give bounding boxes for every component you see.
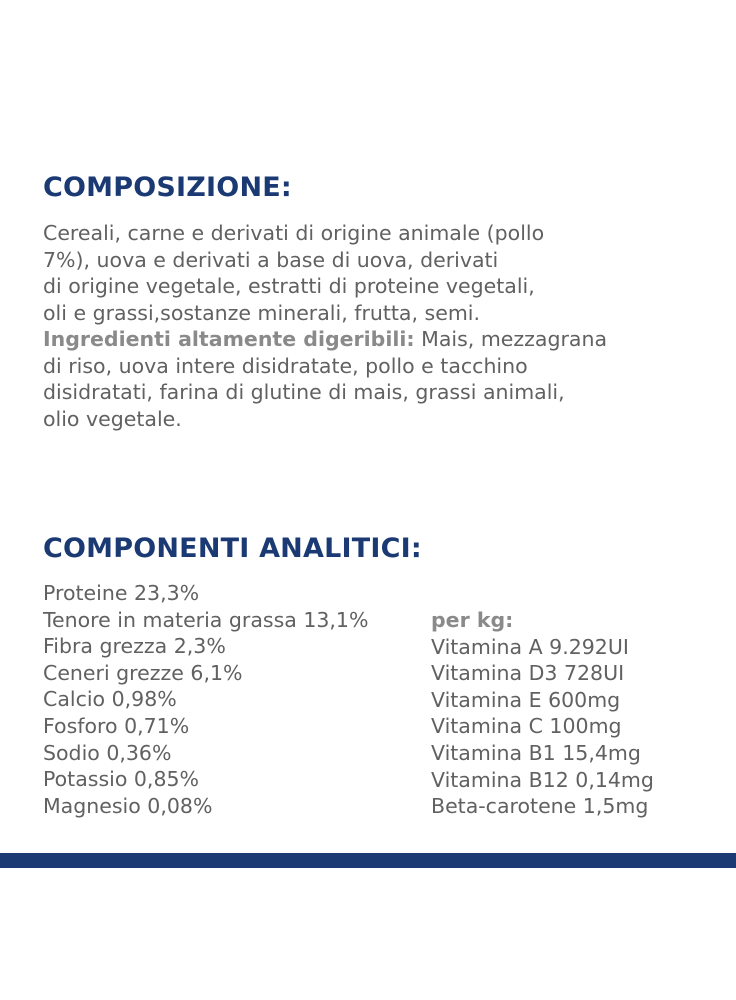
digestible-line: disidratati, farina di glutine di mais, grassi animali, xyxy=(43,380,565,404)
vitamins-per-kg-list xyxy=(431,607,654,820)
per-kg-label: per kg: xyxy=(431,608,514,632)
vitamin-item: Vitamina B1 15,4mg xyxy=(431,740,641,765)
analytic-item: Ceneri grezze 6,1% xyxy=(43,660,243,685)
vitamin-item: Vitamina B12 0,14mg xyxy=(431,767,654,792)
composition-text xyxy=(43,220,703,432)
footer-bar xyxy=(0,853,736,868)
vitamin-item: Vitamina C 100mg xyxy=(431,714,622,739)
vitamin-item: Vitamina E 600mg xyxy=(431,687,621,712)
vitamin-item: Vitamina D3 728UI xyxy=(431,661,625,686)
analytic-item: Tenore in materia grassa 13,1% xyxy=(43,607,369,632)
digestible-line xyxy=(43,326,703,353)
analytic-components-list xyxy=(43,580,368,819)
digestible-ingredients-text: Mais, mezzagrana xyxy=(414,327,608,351)
composition-line: 7%), uova e derivati a base di uova, derivati xyxy=(43,247,499,272)
vitamin-item: Beta-carotene 1,5mg xyxy=(431,794,649,819)
composition-line: Cereali, carne e derivati di origine animale (pollo xyxy=(43,221,545,245)
composition-line: di origine vegetale, estratti di proteine vegetali, xyxy=(43,274,535,298)
analytic-item: Potassio 0,85% xyxy=(43,767,200,792)
analytic-item: Calcio 0,98% xyxy=(43,687,177,712)
analytic-item: Fibra grezza 2,3% xyxy=(43,634,226,659)
composition-heading: COMPOSIZIONE: xyxy=(43,172,292,203)
digestible-line: olio vegetale. xyxy=(43,406,182,431)
digestible-ingredients-label: Ingredienti altamente digeribili: xyxy=(43,327,415,351)
analytic-item: Fosforo 0,71% xyxy=(43,713,190,738)
analytic-item: Sodio 0,36% xyxy=(43,740,172,765)
digestible-line: di riso, uova intere disidratate, pollo e tacchino xyxy=(43,353,528,378)
analytics-heading: COMPONENTI ANALITICI: xyxy=(43,533,422,564)
analytic-item: Proteine 23,3% xyxy=(43,581,200,605)
analytic-item: Magnesio 0,08% xyxy=(43,793,213,818)
composition-line: oli e grassi,sostanze minerali, frutta, semi. xyxy=(43,300,481,325)
vitamin-item: Vitamina A 9.292UI xyxy=(431,634,629,659)
